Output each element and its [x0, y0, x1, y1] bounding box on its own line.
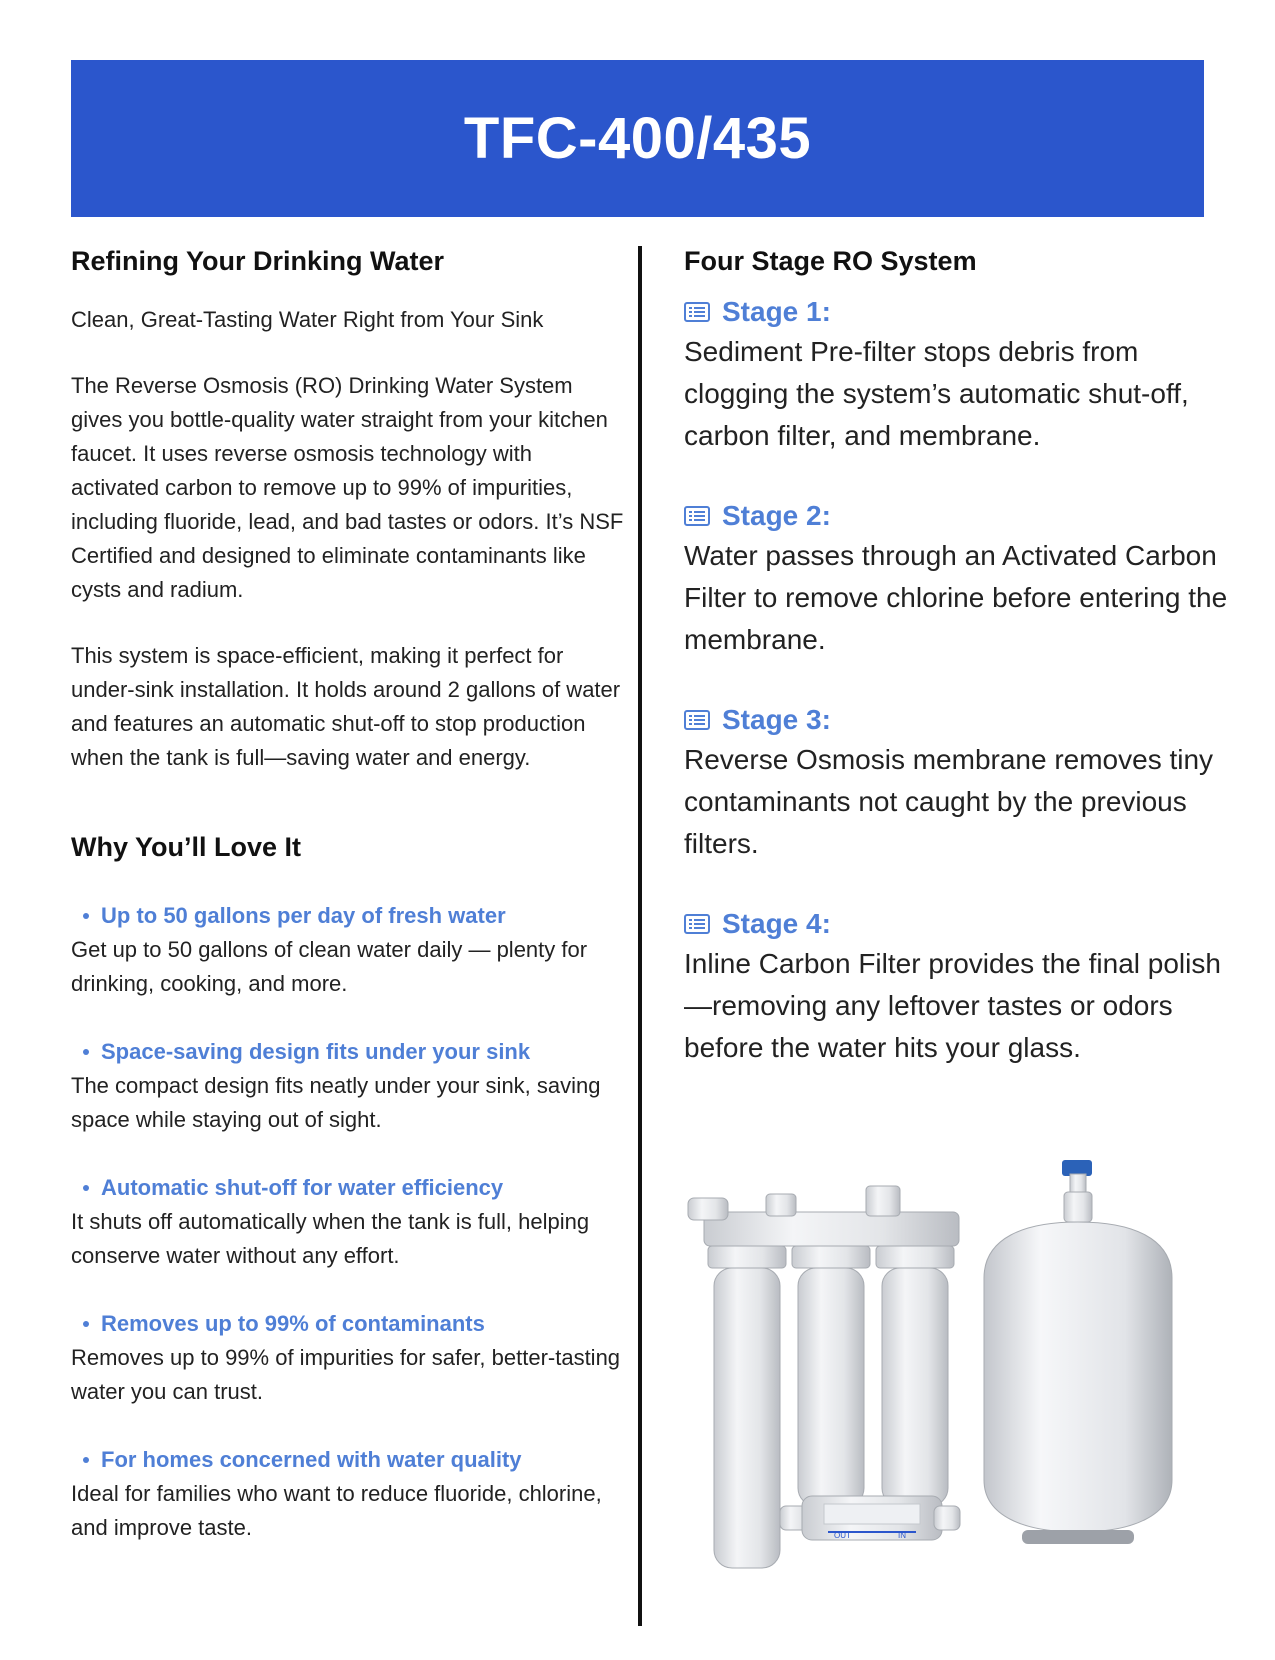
stage-header	[684, 293, 1229, 331]
bullet-icon	[83, 1457, 89, 1463]
benefit-title-row	[71, 1035, 626, 1069]
benefit-item	[71, 1307, 626, 1409]
stage-title: Stage 3:	[722, 704, 831, 735]
column-divider	[638, 246, 642, 1626]
benefit-text: It shuts off automatically when the tank is full, helping conserve water without any effort.	[71, 1209, 590, 1268]
right-column	[684, 243, 1229, 1109]
benefit-text: Ideal for families who want to reduce fluoride, chlorine, and improve taste.	[71, 1481, 602, 1540]
bullet-icon	[83, 913, 89, 919]
benefit-text: The compact design fits neatly under your sink, saving space while staying out of sight.	[71, 1073, 601, 1132]
filter-housing-1	[708, 1246, 786, 1568]
stage-header	[684, 701, 1229, 739]
stage-title: Stage 1:	[722, 296, 831, 327]
benefit-title: Space-saving design fits under your sink	[101, 1039, 531, 1064]
stage-text: Water passes through an Activated Carbon Filter to remove chlorine before entering the membrane.	[684, 540, 1228, 655]
benefit-title-row	[71, 1171, 626, 1205]
benefits-list	[71, 899, 626, 1545]
intro-paragraph-2: This system is space-efficient, making it perfect for under-sink installation. It holds around 2 gallons of water and features an automatic shut-off to stop production when the tank is full—saving water and energy.	[71, 643, 621, 770]
section-title-refining: Refining Your Drinking Water	[71, 246, 445, 276]
benefit-item	[71, 1443, 626, 1545]
intro-paragraph-1: The Reverse Osmosis (RO) Drinking Water System gives you bottle-quality water straight from your kitchen faucet. It uses reverse osmosis technology with activated carbon to remove up to 99% of impurities, including fluoride, lead, and bad tastes or odors. It’s NSF Certified and designed to eliminate contaminants like cysts and radium.	[71, 373, 624, 602]
list-icon	[684, 710, 710, 730]
storage-tank	[984, 1160, 1172, 1544]
stage-title: Stage 2:	[722, 500, 831, 531]
stages-list	[684, 293, 1229, 1069]
page-title: TFC-400/435	[463, 106, 812, 171]
benefit-item	[71, 899, 626, 1001]
bullet-icon	[83, 1049, 89, 1055]
product-image	[684, 1160, 1229, 1580]
benefit-title-row	[71, 899, 626, 933]
stage-header	[684, 905, 1229, 943]
stage-text: Reverse Osmosis membrane removes tiny contaminants not caught by the previous filters.	[684, 744, 1214, 859]
benefit-title: Removes up to 99% of contaminants	[101, 1311, 485, 1336]
benefit-title-row	[71, 1443, 626, 1477]
filter-housing-3	[876, 1246, 954, 1506]
section-title-stages: Four Stage RO System	[684, 246, 977, 276]
stage-item	[684, 293, 1229, 457]
filter-manifold	[704, 1212, 959, 1246]
list-icon	[684, 302, 710, 322]
stage-title: Stage 4:	[722, 908, 831, 939]
stage-item	[684, 905, 1229, 1069]
benefit-item	[71, 1171, 626, 1273]
inline-filter-out-label: OUT	[834, 1531, 851, 1540]
section-title-why: Why You’ll Love It	[71, 832, 302, 862]
tagline: Clean, Great-Tasting Water Right from Your Sink	[71, 307, 544, 332]
stage-item	[684, 701, 1229, 865]
benefit-text: Removes up to 99% of impurities for safer, better-tasting water you can trust.	[71, 1345, 621, 1404]
list-icon	[684, 506, 710, 526]
title-banner	[71, 60, 1204, 217]
benefit-title: Up to 50 gallons per day of fresh water	[101, 903, 506, 928]
inline-carbon-filter	[780, 1496, 960, 1540]
benefit-text: Get up to 50 gallons of clean water daily — plenty for drinking, cooking, and more.	[71, 937, 588, 996]
stage-item	[684, 497, 1229, 661]
benefit-item	[71, 1035, 626, 1137]
benefit-title-row	[71, 1307, 626, 1341]
inline-filter-in-label: IN	[898, 1531, 906, 1540]
stage-text: Sediment Pre-filter stops debris from clogging the system’s automatic shut-off, carbon filter, and membrane.	[684, 336, 1189, 451]
list-icon	[684, 914, 710, 934]
left-column	[71, 243, 626, 1579]
stage-header	[684, 497, 1229, 535]
ro-system-illustration	[684, 1160, 1229, 1580]
filter-housing-2	[792, 1246, 870, 1506]
benefit-title: Automatic shut-off for water efficiency	[101, 1175, 504, 1200]
bullet-icon	[83, 1321, 89, 1327]
stage-text: Inline Carbon Filter provides the final polish—removing any leftover tastes or odors before the water hits your glass.	[684, 948, 1221, 1063]
benefit-title: For homes concerned with water quality	[101, 1447, 522, 1472]
bullet-icon	[83, 1185, 89, 1191]
